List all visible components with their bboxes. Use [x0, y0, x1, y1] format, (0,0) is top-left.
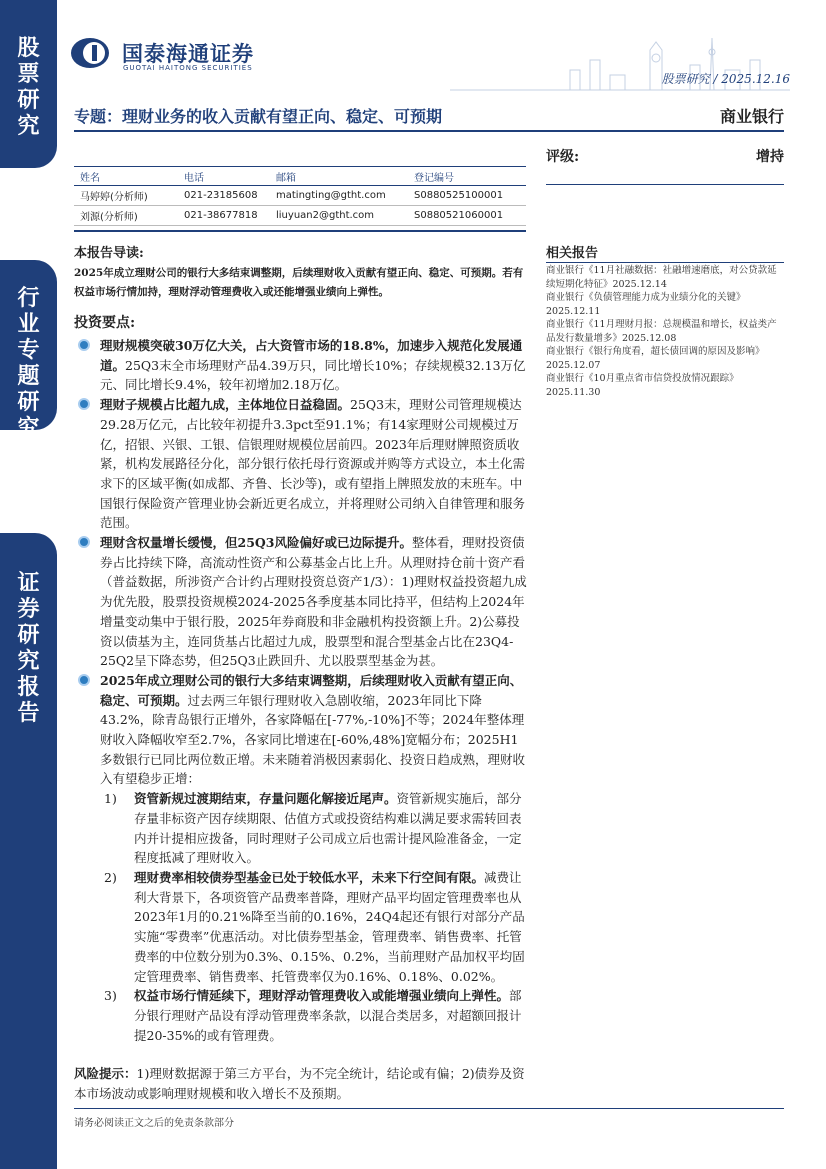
company-name-en: GUOTAI HAITONG SECURITIES: [123, 64, 253, 72]
footer-disclaimer: 请务必阅读正文之后的免责条款部分: [74, 1118, 234, 1129]
point-heading: 2025年成立理财公司的银行大多结束调整期，后续理财收入贡献有望正向、稳定、可预期。: [100, 672, 523, 708]
footer-divider: [74, 1108, 784, 1109]
separator: /: [713, 72, 722, 86]
invest-points: [74, 336, 530, 1045]
sidebar-tag-stock-research: [0, 0, 57, 168]
sub-point: [74, 868, 530, 986]
invest-point: [74, 336, 530, 395]
risk-warning: [74, 1064, 530, 1103]
header-phone: 电话: [184, 172, 204, 184]
analyst-email[interactable]: matingting@gtht.com: [276, 190, 386, 201]
rating-value: 增持: [756, 149, 784, 165]
guide-title: 本报告导读:: [74, 246, 144, 261]
sub-point-text: 资管新规实施后，部分存量非标资产因存续期限、估值方式或投资结构难以满足要求需转回表内并计提相应拨备，同时理财子公司成立后也需计提风险准备金，一定程度抵减了理财收入。: [134, 791, 522, 866]
list-item[interactable]: 商业银行《11月理财月报：总规模温和增长，权益类产品发行数量增多》2025.12.08: [546, 319, 777, 344]
report-type: 股票研究: [661, 72, 710, 86]
sub-point-number: 2): [104, 869, 117, 885]
sub-point-number: 1): [104, 791, 117, 807]
header-meta: [662, 70, 790, 87]
list-item[interactable]: 商业银行《10月重点省市信贷投放情况跟踪》2025.11.30: [546, 373, 739, 398]
rating-label: 评级:: [546, 149, 580, 165]
sidebar-tag-text: 股 票 研 究: [17, 36, 40, 139]
invest-point: [74, 395, 530, 533]
analyst-email[interactable]: liuyuan2@gtht.com: [276, 210, 375, 221]
point-heading: 理财含权量增长缓慢，但25Q3风险偏好或已边际提升。: [100, 535, 412, 551]
risk-label: 风险提示：: [74, 1066, 137, 1081]
table-row: [74, 206, 526, 226]
sector-label: 商业银行: [719, 107, 784, 126]
point-heading: 理财规模突破30万亿大关，占大资管市场的18.8%，加速步入规范化发展通道。: [100, 338, 523, 373]
analyst-name: 马婷婷(分析师): [80, 192, 148, 203]
sub-point: [74, 789, 530, 868]
sub-point-text: 部分银行理财产品设有浮动管理费率条款，以混合类居多，对超额回报计提20-35%的或有管理费。: [134, 988, 522, 1043]
sidebar-tag-text: 行 业 专 题 研 究: [17, 286, 40, 441]
sub-point-heading: 资管新规过渡期结束，存量问题化解接近尾声。: [134, 791, 397, 807]
sidebar-tag-text: 证 券 研 究 报 告: [17, 571, 40, 726]
list-item[interactable]: 商业银行《11月社融数据：社融增速磨底，对公贷款延续短期化特征》2025.12.14: [546, 265, 777, 290]
analyst-divider: [74, 230, 526, 232]
point-heading: 理财子规模占比超九成，主体地位日益稳固。: [100, 397, 351, 413]
sub-point-number: 3): [104, 988, 117, 1004]
sub-point-heading: 权益市场行情延续下，理财浮动管理费收入或能增强业绩向上弹性。: [134, 988, 510, 1004]
sub-point-heading: 理财费率相较债券型基金已处于较低水平，未来下行空间有限。: [134, 869, 485, 885]
company-logo-icon: [70, 36, 114, 70]
rating-divider: [546, 184, 784, 185]
table-row: [74, 186, 526, 206]
related-reports-title: 相关报告: [546, 246, 599, 261]
sub-point-text: 减费让利大背景下，各项资管产品费率普降，理财产品平均固定管理费率也从2023年1月的0.21%降至当前的0.16%，24Q4起还有银行对部分产品实施“零费率”优惠活动。对比债券型基金，管理费率、销售费率、托管费率的中位数分别为0.3%、0.15%、0.2%，当前理财产品加权平均固定管理费率、销售费率、托管费率仅为0.16%、0.18%、0.02%。: [134, 869, 525, 984]
point-text: 25Q3末全市场理财产品4.39万只，同比增长10%；存续规模32.13万亿元、同比增长9.4%，较年初增加2.18万亿。: [100, 357, 526, 393]
sidebar: [0, 0, 57, 1169]
related-divider: [546, 262, 784, 263]
title-divider: [74, 130, 784, 132]
point-text: 过去两三年银行理财收入急剧收缩，2023年同比下降43.2%，除青岛银行正增外，各家降幅在[-77%,-10%]不等；2024年整体理财收入降幅收窄至2.7%，各家同比增速在[-60%,48%]宽幅分布；2025H1多数银行已同比两位数正增。未来随着消极因素弱化、投资日趋成熟，理财收入有望稳步正增：: [100, 692, 526, 787]
invest-title: 投资要点:: [74, 315, 136, 331]
analyst-table-header: [74, 166, 526, 186]
report-date: 2025.12.16: [721, 72, 790, 86]
header-reg-no: 登记编号: [414, 172, 454, 184]
analyst-reg-no: S0880521060001: [414, 210, 504, 221]
analyst-table: [74, 166, 526, 226]
sidebar-tag-industry-report: [0, 260, 57, 441]
point-text: 整体看，理财投资债券占比持续下降，高流动性资产和公募基金占比上升。从理财持仓前十资产看（普益数据，所涉资产合计约占理财投资总资产1/3）：1)理财权益投资超九成为优先股，股票投资规模2024-2025各季度基本同比持平，但结构上2024年增量变动集中于银行股，2025年券商股和非金融机构投资额上升。2)公募投资以债基为主，连同货基占比超过九成，股票型和混合型基金占比在23Q4-25Q2呈下降态势，但25Q3止跌回升、尤以股票型基金为甚。: [100, 535, 527, 669]
list-item[interactable]: 商业银行《负债管理能力成为业绩分化的关键》2025.12.11: [546, 292, 746, 317]
bullet-icon: [78, 398, 90, 410]
sidebar-tag-securities-report: [0, 533, 57, 1169]
list-item[interactable]: 商业银行《银行角度看，超长债回调的原因及影响》2025.12.07: [546, 346, 765, 371]
bullet-icon: [78, 339, 90, 351]
bullet-icon: [78, 674, 90, 686]
analyst-reg-no: S0880525100001: [414, 190, 504, 201]
invest-point: [74, 671, 530, 789]
report-title: 专题：理财业务的收入贡献有望正向、稳定、可预期: [74, 107, 443, 126]
analyst-name: 刘源(分析师): [80, 212, 138, 223]
bullet-icon: [78, 536, 90, 548]
point-text: 25Q3末，理财公司管理规模达29.28万亿元，占比较年初提升3.3pct至91.1%；有14家理财公司规模过万亿，招银、兴银、工银、信银理财规模位居前四。2023年后理财牌照资质收紧，机构发展路径分化，部分银行依托母行资源或并购等方式设立，本土化需求下的区域平衡(如成都、齐鲁、长沙等)，或有望指上牌照发放的末班车。中国银行保险资产管理业协会新近更名成立，并将理财公司纳入自律管理和服务范围。: [100, 397, 526, 531]
analyst-phone: 021-23185608: [184, 190, 258, 201]
guide-text: 2025年成立理财公司的银行大多结束调整期，后续理财收入贡献有望正向、稳定、可预期。若有权益市场行情加持，理财浮动管理费收入或还能增强业绩向上弹性。: [74, 267, 524, 298]
page-header: [70, 30, 790, 90]
header-email: 邮箱: [276, 172, 296, 184]
sub-point: [74, 986, 530, 1045]
analyst-phone: 021-38677818: [184, 210, 258, 221]
header-name: 姓名: [80, 172, 100, 184]
risk-text: 1)理财数据源于第三方平台，为不完全统计，结论或有偏；2)债券及资本市场波动或影响理财规模和收入增长不及预期。: [74, 1066, 525, 1101]
company-name-cn: 国泰海通证券: [122, 42, 254, 66]
invest-point: [74, 533, 530, 671]
related-reports-list: [546, 264, 786, 399]
